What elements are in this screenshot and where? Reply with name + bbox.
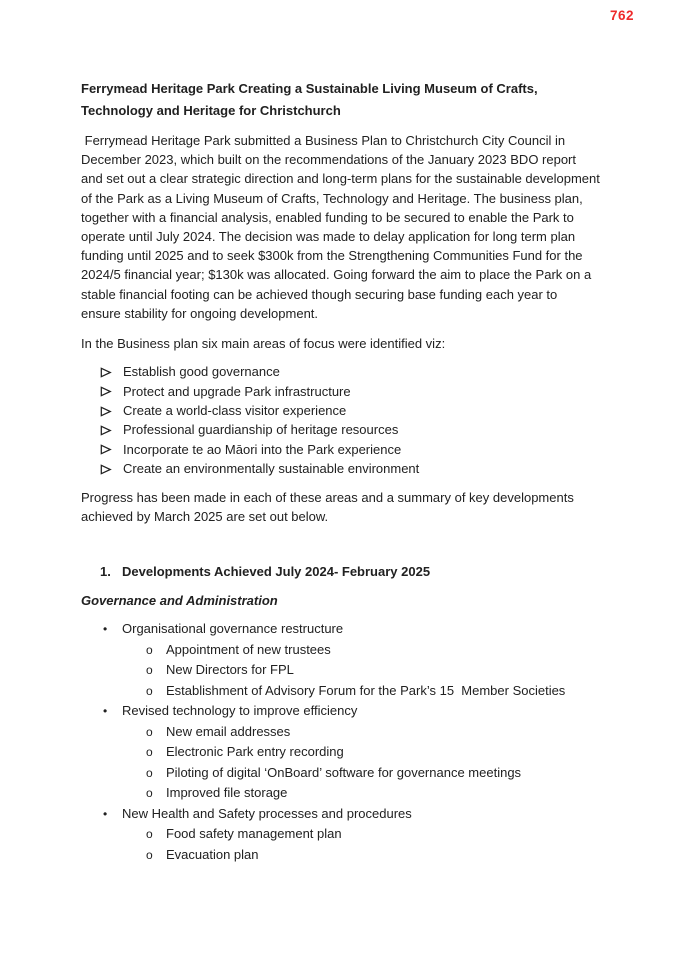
circle-bullet-icon: o [146,847,153,862]
dot-bullet-icon: • [103,622,108,637]
circle-bullet-icon: o [146,745,153,760]
arrow-bullet-icon [100,382,123,398]
focus-item-label: Professional guardianship of heritage resources [123,422,399,438]
sub-bullet-item [146,660,600,681]
circle-bullet-icon: o [146,642,153,657]
bullet-item [103,804,600,825]
circle-bullet-icon: o [146,683,153,698]
sub-bullet-item-label: New email addresses [166,723,291,739]
focus-item-label: Establish good governance [123,364,280,380]
document-content [81,78,604,865]
arrow-bullet-icon [100,406,112,417]
sub-bullet-item [146,845,600,866]
document-title: Ferrymead Heritage Park Creating a Sustainable Living Museum of Crafts, Technology and Heritage for Christchurch [81,81,538,118]
sub-bullet-item [146,783,600,804]
sub-bullet-item [146,640,600,661]
sub-bullet-item [146,742,600,763]
intro-paragraph: Ferrymead Heritage Park submitted a Business Plan to Christchurch City Council in December 2023, which built on the recommendations of the January 2023 BDO report and set out a clear strategic direction and long-term plans for the sustainable development of the Park as a Living Museum of Crafts, Technology and Heritage. The business plan, together with a financial analysis, enabled funding to be secured to enable the Park to operate until July 2024. The decision was made to delay application for long term plan funding until 2025 and to seek $300k from the Strengthening Communities Fund for the 2024/5 financial year; $130k was allocated. Going forward the aim to place the Park on a stable financial footing can be achieved though securing base funding each year to ensure stability for ongoing development. [81,133,604,321]
arrow-bullet-icon [100,444,112,455]
circle-bullet-icon: o [146,827,153,842]
sub-bullet-item-label: Piloting of digital ‘OnBoard’ software for governance meetings [166,764,522,780]
progress-paragraph: Progress has been made in each of these areas and a summary of key developments achieved by March 2025 are set out below. [81,489,578,524]
section-heading [81,562,600,581]
arrow-bullet-icon [100,464,112,475]
focus-lead-paragraph: In the Business plan six main areas of focus were identified viz: [81,336,446,352]
page-number: 762 [609,8,634,23]
focus-item [100,459,600,478]
bullet-item [103,701,600,722]
sub-bullet-item-label: Food safety management plan [166,826,342,842]
focus-item [100,440,600,459]
arrow-bullet-icon [100,425,112,436]
focus-item [100,362,600,381]
section-heading-text: Developments Achieved July 2024- February 2025 [122,564,431,580]
section-number: 1. [100,564,111,580]
bullet-item-label: New Health and Safety processes and procedures [122,805,412,821]
sub-bullet-item [146,763,600,784]
sub-bullet-item [146,722,600,743]
circle-bullet-icon: o [146,786,153,801]
arrow-bullet-icon [100,401,123,417]
governance-list [81,619,600,865]
arrow-bullet-icon [100,440,123,456]
circle-bullet-icon: o [146,724,153,739]
sub-bullet-item-label: Establishment of Advisory Forum for the Park’s 15 Member Societies [166,682,566,698]
focus-item-label: Create a world-class visitor experience [123,403,347,419]
bullet-item [103,619,600,640]
sub-bullet-item-label: Electronic Park entry recording [166,744,344,760]
sub-bullet-item-label: Improved file storage [166,785,288,801]
focus-item-label: Incorporate te ao Māori into the Park experience [123,441,402,457]
focus-item [100,420,600,439]
bullet-item-label: Organisational governance restructure [122,621,344,637]
dot-bullet-icon: • [103,806,108,821]
circle-bullet-icon: o [146,663,153,678]
arrow-bullet-icon [100,459,123,475]
dot-bullet-icon: • [103,704,108,719]
section-subheading: Governance and Administration [81,593,278,609]
arrow-bullet-icon [100,420,123,436]
sub-bullet-item [146,824,600,845]
sub-bullet-item-label: New Directors for FPL [166,662,294,678]
arrow-bullet-icon [100,386,112,397]
sub-bullet-item-label: Evacuation plan [166,846,259,862]
sub-bullet-item-label: Appointment of new trustees [166,641,331,657]
focus-item [100,401,600,420]
focus-item-label: Protect and upgrade Park infrastructure [123,383,351,399]
bullet-item-label: Revised technology to improve efficiency [122,703,358,719]
sub-bullet-item [146,681,600,702]
focus-list [81,362,600,478]
arrow-bullet-icon [100,367,112,378]
circle-bullet-icon: o [146,765,153,780]
arrow-bullet-icon [100,362,123,378]
focus-item [100,382,600,401]
focus-item-label: Create an environmentally sustainable environment [123,461,420,477]
